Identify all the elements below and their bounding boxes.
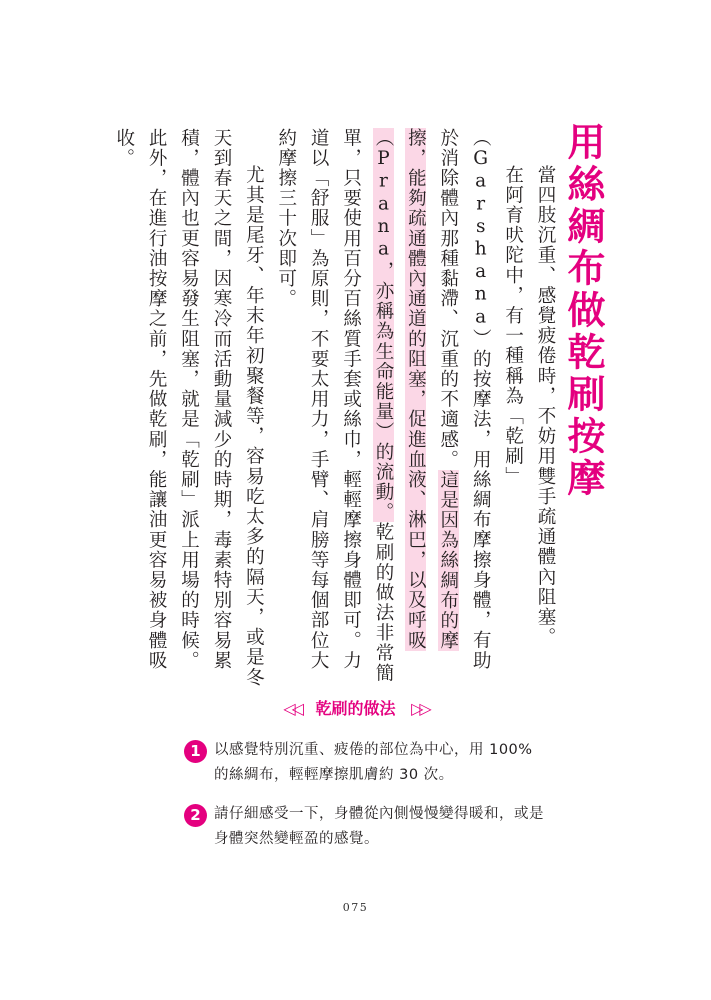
paragraph-text: 在阿育吠陀中，有一種稱為「乾刷」（Garshana）的按摩法，用絲綢布摩擦身體，有助於消除體內那種黏滯、沉重的不適感。 [437,128,524,671]
paragraph-text: 當四肢沉重、感覺疲倦時，不妨用雙手疏通體內阻塞。 [535,165,556,648]
body-text [107,128,561,688]
highlighted-text: 這是因為絲綢布的摩擦，能夠疏通體內通道的阻塞，促進血液、淋巴，以及呼吸（Prana，亦稱為生命能量）的流動。 [372,128,459,651]
subheading-label: 乾刷的做法 [315,699,396,718]
page-title: 用絲綢布做乾刷按摩 [561,122,605,500]
step-item [190,738,550,788]
paragraph-text: 尤其是尾牙、年末年初聚餐等，容易吃太多的隔天，或是冬天到春天之間，因寒冷而活動量減少的時期，毒素特別容易累積，體內也更容易發生阻塞，就是「乾刷」派上用場的時候。此外，在進行油按摩之前，先做乾刷，能讓油更容易被身體吸收。 [113,128,265,688]
body-paragraph [107,128,269,688]
right-triangle-icon: ▷▷ [411,699,428,718]
step-item [190,802,550,852]
steps-list [190,738,550,866]
paragraph-text: 乾刷的做法非常簡單，只要使用百分百絲質手套或絲巾，輕輕摩擦身體即可。力道以「舒服」為原則，不要太用力，手臂、肩膀等每個部位大約摩擦三十次即可。 [275,128,394,684]
step-text: 請仔細感受一下，身體從內側慢慢變得暖和，或是身體突然變輕盈的感覺。 [214,806,544,847]
page-number: 075 [342,901,369,914]
section-subheading [0,696,711,719]
body-paragraph [269,128,528,688]
body-paragraph [529,128,561,688]
step-number-badge: 1 [184,740,207,763]
left-triangle-icon: ◁◁ [283,699,300,718]
step-number-badge: 2 [184,804,207,827]
step-text: 以感覺特別沉重、疲倦的部位為中心，用 100% 的絲綢布，輕輕摩擦肌膚約 30 次。 [214,742,533,783]
